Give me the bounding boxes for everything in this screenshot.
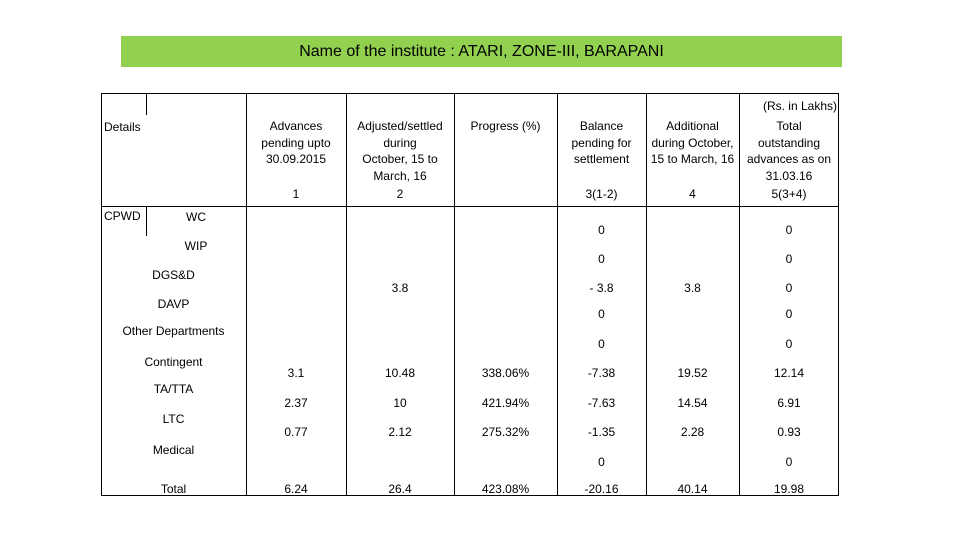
cell-contingent-advances: 3.1	[287, 366, 305, 380]
row-label-total: Total	[160, 482, 187, 496]
cell-other-total: 0	[785, 337, 793, 351]
column-number-4: 4	[689, 187, 696, 201]
cell-medical-balance: 0	[598, 455, 605, 469]
cell-dgsd-balance: - 3.8	[589, 281, 614, 295]
details-header: Details	[104, 120, 141, 134]
header-line: advances as on	[746, 152, 832, 166]
cell-ltc-additional: 2.28	[680, 425, 705, 439]
header-additional	[644, 118, 741, 168]
cell-wc-total: 0	[785, 223, 793, 237]
institute-title: Name of the institute : ATARI, ZONE-III, BARAPANI	[299, 42, 664, 60]
cell-ltc-total: 0.93	[777, 425, 801, 439]
cell-total-advances: 6.24	[284, 482, 308, 496]
header-adjusted-settled	[346, 118, 454, 184]
header-line: during	[383, 135, 417, 150]
cell-ltc-progress: 275.32%	[481, 425, 530, 439]
unit-note: (Rs. in Lakhs)	[762, 99, 837, 113]
cell-medical-total: 0	[785, 455, 793, 469]
cell-ltc-adjusted: 2.12	[388, 425, 412, 439]
row-label-ta-tta: TA/TTA	[153, 382, 194, 396]
cell-ltc-advances: 0.77	[284, 425, 308, 439]
row-label-medical: Medical	[152, 443, 195, 457]
cell-tatta-additional: 14.54	[677, 396, 708, 410]
header-line: 15 to March, 16	[650, 152, 735, 166]
header-line: Additional	[666, 119, 719, 133]
header-line: pending for	[571, 135, 632, 150]
row-label-other-departments: Other Departments	[122, 324, 225, 338]
cell-total-adjusted: 26.4	[388, 482, 412, 496]
header-line: during October,	[651, 135, 734, 150]
header-line: pending upto	[261, 135, 331, 150]
column-number-1: 1	[292, 187, 300, 201]
cell-dgsd-adjusted: 3.8	[391, 281, 409, 295]
header-line: Progress (%)	[470, 119, 541, 133]
header-line: Total	[776, 119, 802, 133]
cell-contingent-adjusted: 10.48	[384, 366, 416, 380]
header-total-outstanding	[739, 118, 839, 184]
institute-title-banner	[121, 36, 842, 67]
header-line: Balance	[579, 119, 624, 133]
header-divider	[101, 206, 839, 207]
header-line: October, 15 to	[362, 152, 438, 166]
row-label-wip: WIP	[184, 239, 208, 253]
header-balance-pending	[557, 118, 646, 168]
cell-total-progress: 423.08%	[481, 482, 530, 496]
cell-tatta-adjusted: 10	[393, 396, 407, 410]
cell-other-balance: 0	[598, 337, 605, 351]
row-label-davp: DAVP	[157, 297, 190, 311]
cell-ltc-balance: -1.35	[587, 425, 616, 439]
column-number-5: 5(3+4)	[771, 187, 807, 201]
cell-contingent-total: 12.14	[773, 366, 805, 380]
header-line: outstanding	[757, 135, 821, 150]
cell-wip-total: 0	[785, 252, 793, 266]
cell-total-balance: -20.16	[584, 482, 619, 496]
header-progress	[454, 118, 557, 135]
column-number-2: 2	[396, 187, 404, 201]
header-line: 30.09.2015	[265, 152, 327, 166]
column-number-3: 3(1-2)	[585, 187, 618, 201]
cpwd-label: CPWD	[104, 209, 141, 223]
header-line: March, 16	[373, 168, 427, 183]
header-advances-pending	[246, 118, 346, 168]
cell-wc-balance: 0	[598, 223, 605, 237]
row-label-contingent: Contingent	[144, 355, 203, 369]
cell-contingent-additional: 19.52	[677, 366, 708, 380]
cell-davp-total: 0	[785, 307, 793, 321]
cell-tatta-total: 6.91	[777, 396, 801, 410]
header-line: 31.03.16	[765, 168, 813, 183]
cell-davp-balance: 0	[598, 307, 605, 321]
header-line: settlement	[573, 152, 630, 166]
cell-dgsd-additional: 3.8	[684, 281, 701, 295]
cell-wip-balance: 0	[598, 252, 605, 266]
header-line: Advances	[269, 119, 323, 133]
cell-tatta-balance: -7.63	[587, 396, 616, 410]
grid-line	[146, 93, 147, 115]
cell-tatta-progress: 421.94%	[481, 396, 530, 410]
cell-total-additional: 40.14	[677, 482, 708, 496]
cell-contingent-balance: -7.38	[587, 366, 616, 380]
row-label-ltc: LTC	[162, 412, 185, 426]
row-label-dgsd: DGS&D	[152, 268, 195, 282]
cell-total-total: 19.98	[773, 482, 805, 496]
header-line: Adjusted/settled	[357, 119, 443, 133]
cell-dgsd-total: 0	[785, 281, 793, 295]
cell-tatta-advances: 2.37	[284, 396, 308, 410]
cell-contingent-progress: 338.06%	[481, 366, 530, 380]
row-label-wc: WC	[186, 210, 206, 224]
